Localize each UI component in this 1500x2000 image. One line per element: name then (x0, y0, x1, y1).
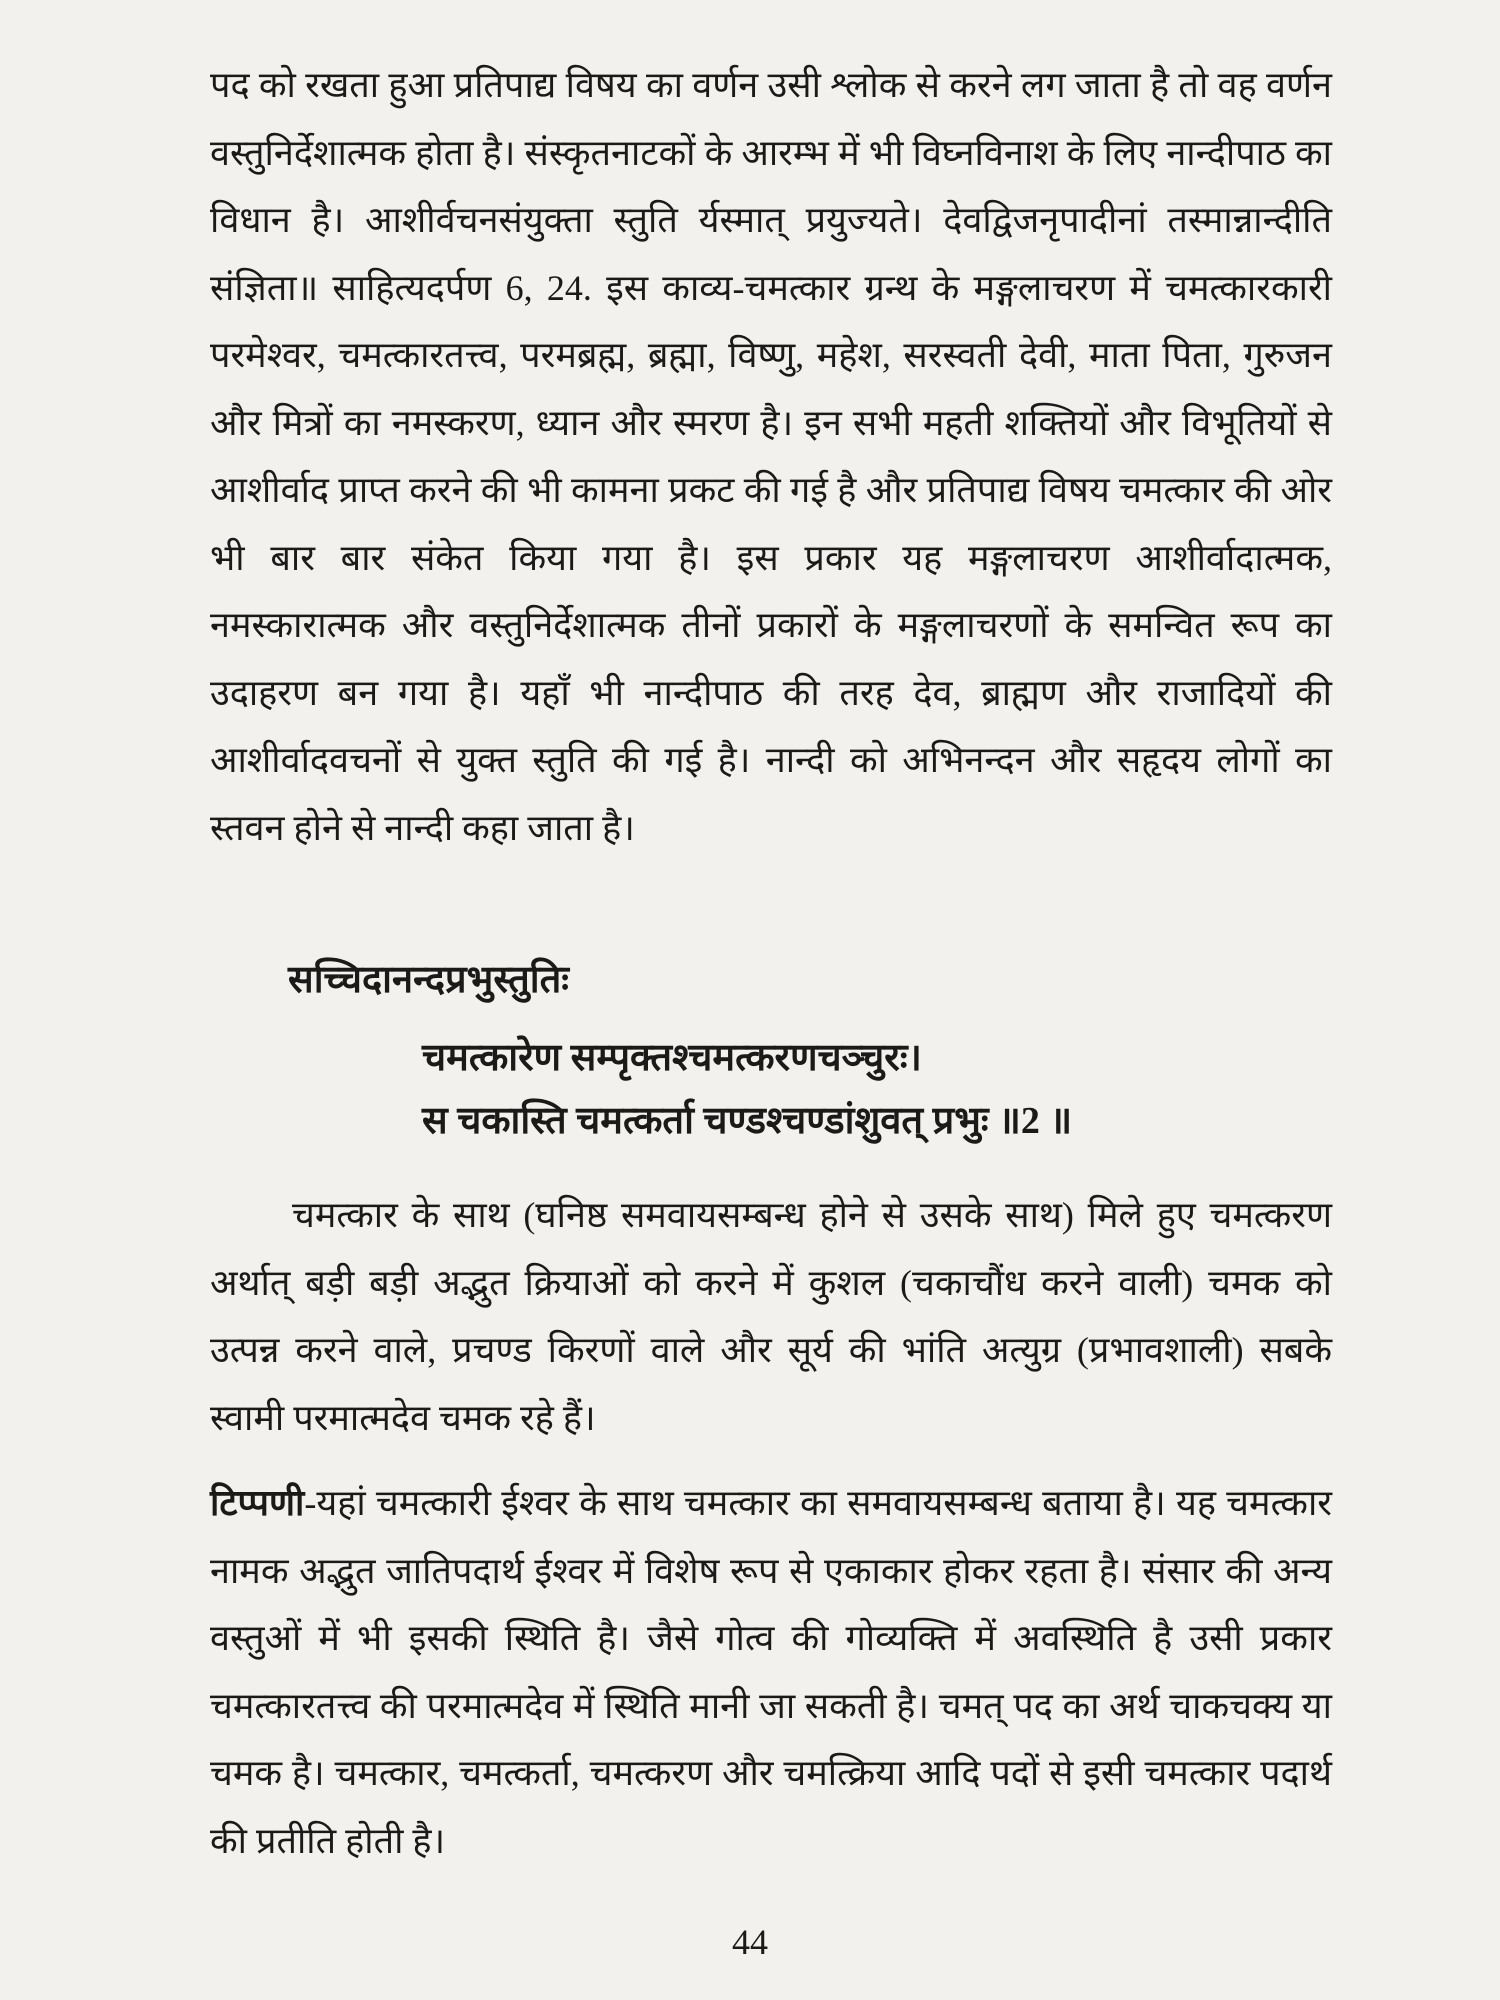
translation-paragraph: चमत्कार के साथ (घनिष्ठ समवायसम्बन्ध होने से उसके साथ) मिले हुए चमत्करण अर्थात् बड़ी बड़ी अद्भुत क्रियाओं को करने में कुशल (चकाचौंध करने वाली) चमक को उत्पन्न करने वाले, प्रचण्ड किरणों वाले और सूर्य की भांति अत्युग्र (प्रभावशाली) सबके स्वामी परमात्मदेव चमक रहे हैं। (210, 1195, 1332, 1438)
note-text: -यहां चमत्कारी ईश्वर के साथ चमत्कार का समवायसम्बन्ध बताया है। यह चमत्कार नामक अद्भुत जातिपदार्थ ईश्वर में विशेष रूप से एकाकार होकर रहता है। संसार की अन्य वस्तुओं में भी इसकी स्थिति है। जैसे गोत्व की गोव्यक्ति में अवस्थिति है उसी प्रकार चमत्कारतत्त्व की परमात्मदेव में स्थिति मानी जा सकती है। चमत् पद का अर्थ चाकचक्य या चमक है। चमत्कार, चमत्कर्ता, चमत्करण और चमत्क्रिया आदि पदों से इसी चमत्कार पदार्थ की प्रतीति होती है। (210, 1483, 1332, 1861)
section-heading: सच्चिदानन्दप्रभुस्तुतिः (288, 959, 569, 1001)
intro-paragraph: पद को रखता हुआ प्रतिपाद्य विषय का वर्णन उसी श्लोक से करने लग जाता है तो वह वर्णन वस्तुनिर्देशात्मक होता है। संस्कृतनाटकों के आरम्भ में भी विघ्नविनाश के लिए नान्दीपाठ का विधान है। आशीर्वचनसंयुक्ता स्तुति र्यस्मात् प्रयुज्यते। देवद्विजनृपादीनां तस्मान्नान्दीति संज्ञिता॥ साहित्यदर्पण 6, 24. इस काव्य-चमत्कार ग्रन्थ के मङ्गलाचरण में चमत्कारकारी परमेश्वर, चमत्कारतत्त्व, परमब्रह्म, ब्रह्मा, विष्णु, महेश, सरस्वती देवी, माता पिता, गुरुजन और मित्रों का नमस्करण, ध्यान और स्मरण है। इन सभी महती शक्तियों और विभूतियों से आशीर्वाद प्राप्त करने की भी कामना प्रकट की गई है और प्रतिपाद्य विषय चमत्कार की ओर भी बार बार संकेत किया गया है। इस प्रकार यह मङ्गलाचरण आशीर्वादात्मक, नमस्कारात्मक और वस्तुनिर्देशात्मक तीनों प्रकारों के मङ्गलाचरणों के समन्वित रूप का उदाहरण बन गया है। यहाँ भी नान्दीपाठ की तरह देव, ब्राह्मण और राजादियों की आशीर्वादवचनों से युक्त स्तुति की गई है। नान्दी को अभिनन्दन और सहृदय लोगों का स्तवन होने से नान्दी कहा जाता है। (210, 65, 1332, 848)
verse-line-2: स चकास्ति चमत्कर्ता चण्डश्चण्डांशुवत् प्रभुः ॥2 ॥ (422, 1100, 1073, 1142)
note-paragraph (210, 1470, 1332, 1875)
verse-line-1: चमत्कारेण सम्पृक्तश्चमत्करणचञ्चुरः। (422, 1037, 922, 1079)
page-number: 44 (732, 1922, 768, 1962)
note-label: टिप्पणी (210, 1483, 305, 1523)
